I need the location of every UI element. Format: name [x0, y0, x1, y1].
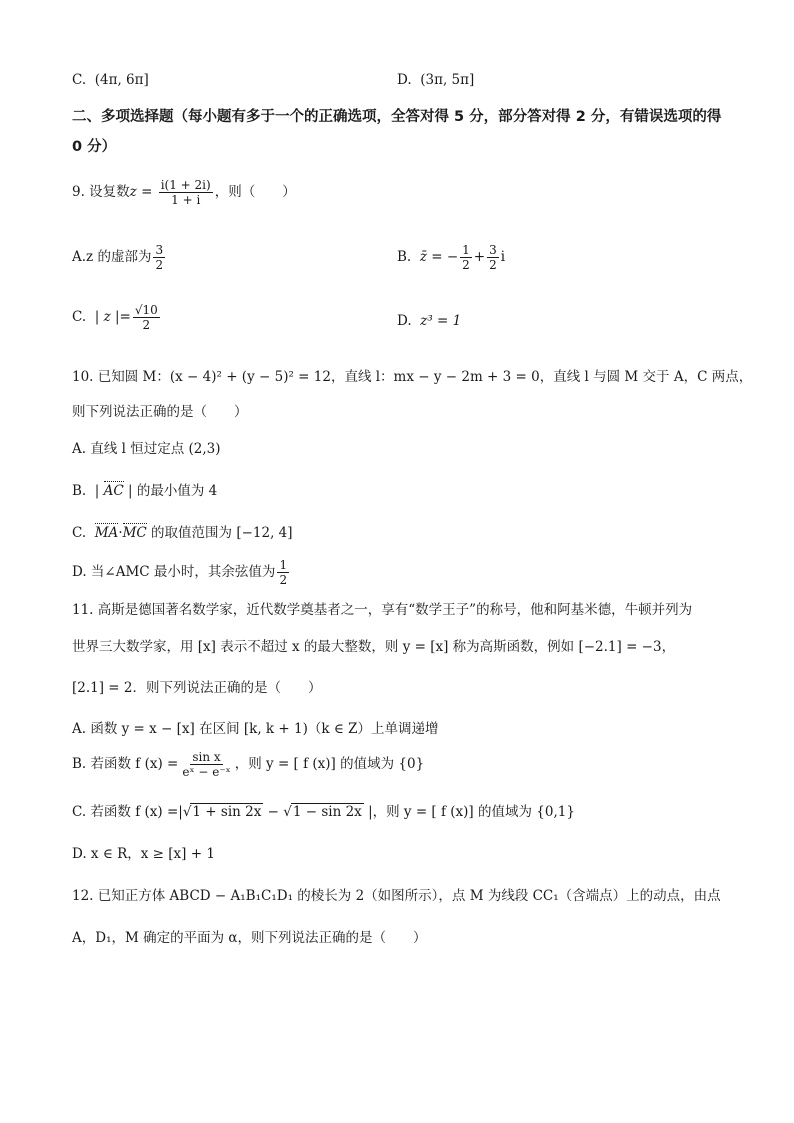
q11-option-b: B. 若函数 f (x) = $\frac{\text{sin x}}{\text{eˣ − e⁻ˣ}}$ ，则 y = [ f (x)] 的值域为 {0} [72, 750, 425, 779]
q9-fraction: $\frac{i(1 + 2i)}{1 + i}$ [160, 178, 211, 207]
q12-stem-line2: A，D₁，M 确定的平面为 α，则下列说法正确的是（ ） [72, 930, 427, 946]
q11-option-d: D. x ∈ R，x ≥ [x] + 1 [72, 846, 215, 862]
q11-stem-line3: [2.1] = 2．则下列说法正确的是（ ） [72, 680, 322, 696]
q9-option-b: B. z̄ = − $\frac{1}{2}$ + $\frac{3}{2}$ i [397, 243, 506, 272]
q10-option-d: D. 当∠AMC 最小时，其余弦值为 $\frac{1}{2}$ [72, 558, 288, 587]
q10-option-b: B. | AC | 的最小值为 4 [72, 483, 218, 499]
q11-stem-line2: 世界三大数学家，用 [x] 表示不超过 x 的最大整数，则 y = [x] 称为高斯函数，例如 [−2.1] = −3， [72, 639, 676, 655]
q12-stem-line1: 12. 已知正方体 ABCD − A₁B₁C₁D₁ 的棱长为 2（如图所示），点 M 为线段 CC₁（含端点）上的动点，由点 [72, 888, 721, 904]
vector-ma: MA [94, 525, 119, 541]
q9-option-d: D. z³ = 1 [397, 313, 462, 329]
q8-option-c-text: (4π, 6π] [94, 72, 149, 88]
q8-option-c: C. (4π, 6π] [72, 72, 149, 88]
q9-option-a: A.z 的虚部为 $\frac{3}{2}$ [72, 243, 164, 272]
section-heading: 二、多项选择题（每小题有多于一个的正确选项，全答对得 5 分，部分答对得 2 分，有错误选项的得 0 分） [72, 109, 722, 155]
q9-option-c: C. | z |= $\frac{√10}{2}$ [72, 303, 158, 332]
q10-stem-line1: 10. 已知圆 M：(x − 4)² + (y − 5)² = 12，直线 l：mx − y − 2m + 3 = 0，直线 l 与圆 M 交于 A，C 两点， [72, 369, 753, 385]
q11-stem-line1: 11. 高斯是德国著名数学家，近代数学奠基者之一，享有“数学王子”的称号，他和阿基米德，牛顿并列为 [72, 602, 693, 618]
q10-option-a: A. 直线 l 恒过定点 (2,3) [72, 441, 221, 457]
vector-mc: MC [122, 525, 147, 541]
q11-option-c: C. 若函数 f (x) =|√1 + sin 2x − √1 − sin 2x |，则 y = [ f (x)] 的值域为 {0,1} [72, 804, 575, 820]
q11-option-a: A. 函数 y = x − [x] 在区间 [k, k + 1)（k ∈ Z）上单调递增 [72, 721, 439, 737]
q10-option-c: C. MA·MC 的取值范围为 [−12, 4] [72, 525, 293, 541]
q10-stem-line2: 则下列说法正确的是（ ） [72, 404, 248, 420]
q9-stem: 9. 设复数z = $\frac{i(1 + 2i)}{1 + i}$ ，则（ ） [72, 178, 296, 207]
vector-ac: AC [103, 483, 124, 499]
q8-option-d-text: (3π, 5π] [420, 72, 475, 88]
q8-option-d: D. (3π, 5π] [397, 72, 475, 88]
